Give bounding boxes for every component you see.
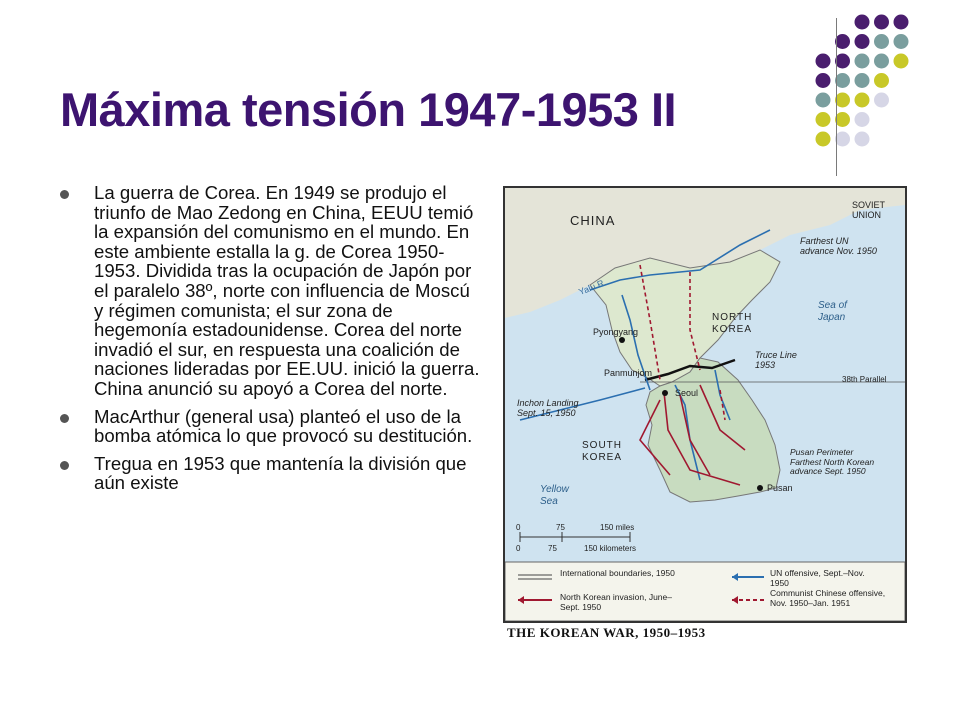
decorative-dot <box>874 34 889 49</box>
seoul-marker <box>662 390 668 396</box>
bullet-icon <box>60 414 69 423</box>
decorative-dot <box>855 54 870 69</box>
scale-km-75: 75 <box>548 544 557 553</box>
decorative-dot <box>855 34 870 49</box>
bullet-text: Tregua en 1953 que mantenía la división que aún existe <box>94 452 467 494</box>
decorative-dot <box>816 132 831 147</box>
bullet-item <box>60 454 480 493</box>
label-south-korea: SOUTH KOREA <box>582 440 623 463</box>
scale-km-150: 150 kilometers <box>584 544 637 553</box>
decorative-dot <box>855 112 870 127</box>
bullet-text: MacArthur (general usa) planteó el uso de la bomba atómica lo que provocó su destitución. <box>94 405 473 447</box>
scale-miles-75: 75 <box>556 523 565 532</box>
label-panmunjom: Panmunjom <box>604 368 653 378</box>
scale-km-0: 0 <box>516 544 521 553</box>
decorative-dot <box>835 73 850 88</box>
decorative-dot <box>816 73 831 88</box>
label-pusan: Pusan <box>767 483 793 493</box>
bullet-item <box>60 407 480 446</box>
bullet-icon <box>60 190 69 199</box>
decorative-dot <box>835 112 850 127</box>
label-yalu-river: Yalu R. <box>577 276 608 298</box>
bullet-icon <box>60 461 69 470</box>
label-38th-parallel: 38th Parallel <box>842 375 887 384</box>
label-soviet-union: SOVIET UNION <box>852 200 885 220</box>
slide-title: Máxima tensión 1947-1953 II <box>60 83 677 136</box>
label-truce-line: Truce Line 1953 <box>755 350 797 370</box>
decorative-dot <box>816 93 831 108</box>
legend-un-offensive: UN offensive, Sept.–Nov. 1950 <box>770 568 865 588</box>
bullet-list <box>60 183 480 501</box>
decorative-dot <box>835 132 850 147</box>
bullet-text: La guerra de Corea. En 1949 se produjo el triunfo de Mao Zedong en China, EEUU temió la expansión del comunismo en el mundo. En este ambiente estalla la g. de Corea 1950-1953. Dividida tras la ocupación de Japón por el paralelo 38º, norte con influencia de Moscú y régimen comunista; el sur zona de hegemonía estadounidense. Corea del norte invadió el sur, en respuesta una coalición de naciones lideradas por EE.UU. inició la guerra. China anunció su apoyó a Corea del norte. <box>94 182 480 399</box>
decorative-dot <box>855 132 870 147</box>
decorative-dot <box>855 73 870 88</box>
decorative-dot <box>816 54 831 69</box>
legend-north-korean-invasion: North Korean invasion, June–Sept. 1950 <box>560 592 672 612</box>
label-north-korea: NORTH KOREA <box>712 312 753 335</box>
label-seoul: Seoul <box>675 388 699 398</box>
decorative-dot <box>894 34 909 49</box>
label-sea-of-japan: Sea of Japan <box>818 300 847 323</box>
label-yellow-sea: Yellow Sea <box>540 484 569 507</box>
label-china: CHINA <box>570 213 616 228</box>
decorative-dot <box>874 15 889 30</box>
map-caption: THE KOREAN WAR, 1950–1953 <box>507 625 706 640</box>
label-farthest-un-advance: Farthest UN advance Nov. 1950 <box>800 236 877 256</box>
scale-miles-0: 0 <box>516 523 521 532</box>
decorative-dot <box>835 93 850 108</box>
decorative-dot <box>874 54 889 69</box>
decorative-dot <box>835 34 850 49</box>
decorative-dot <box>816 112 831 127</box>
decorative-dot <box>874 73 889 88</box>
pyongyang-marker <box>619 337 625 343</box>
label-pyongyang: Pyongyang <box>593 327 639 337</box>
label-pusan-perimeter: Pusan Perimeter Farthest North Korean advance Sept. 1950 <box>790 447 875 476</box>
decorative-dot <box>874 93 889 108</box>
legend-international-boundaries: International boundaries, 1950 <box>560 568 675 578</box>
decorative-divider <box>836 18 837 176</box>
bullet-item <box>60 183 480 399</box>
decorative-dot <box>835 54 850 69</box>
scale-miles-150: 150 miles <box>600 523 635 532</box>
label-inchon-landing: Inchon Landing Sept. 15, 1950 <box>517 398 579 418</box>
decorative-dot <box>855 93 870 108</box>
pusan-marker <box>757 485 763 491</box>
legend-communist-chinese-offensive: Communist Chinese offensive, Nov. 1950–Jan. 1951 <box>770 588 886 608</box>
decorative-dot <box>894 54 909 69</box>
decorative-dot <box>855 15 870 30</box>
decorative-dot <box>894 15 909 30</box>
